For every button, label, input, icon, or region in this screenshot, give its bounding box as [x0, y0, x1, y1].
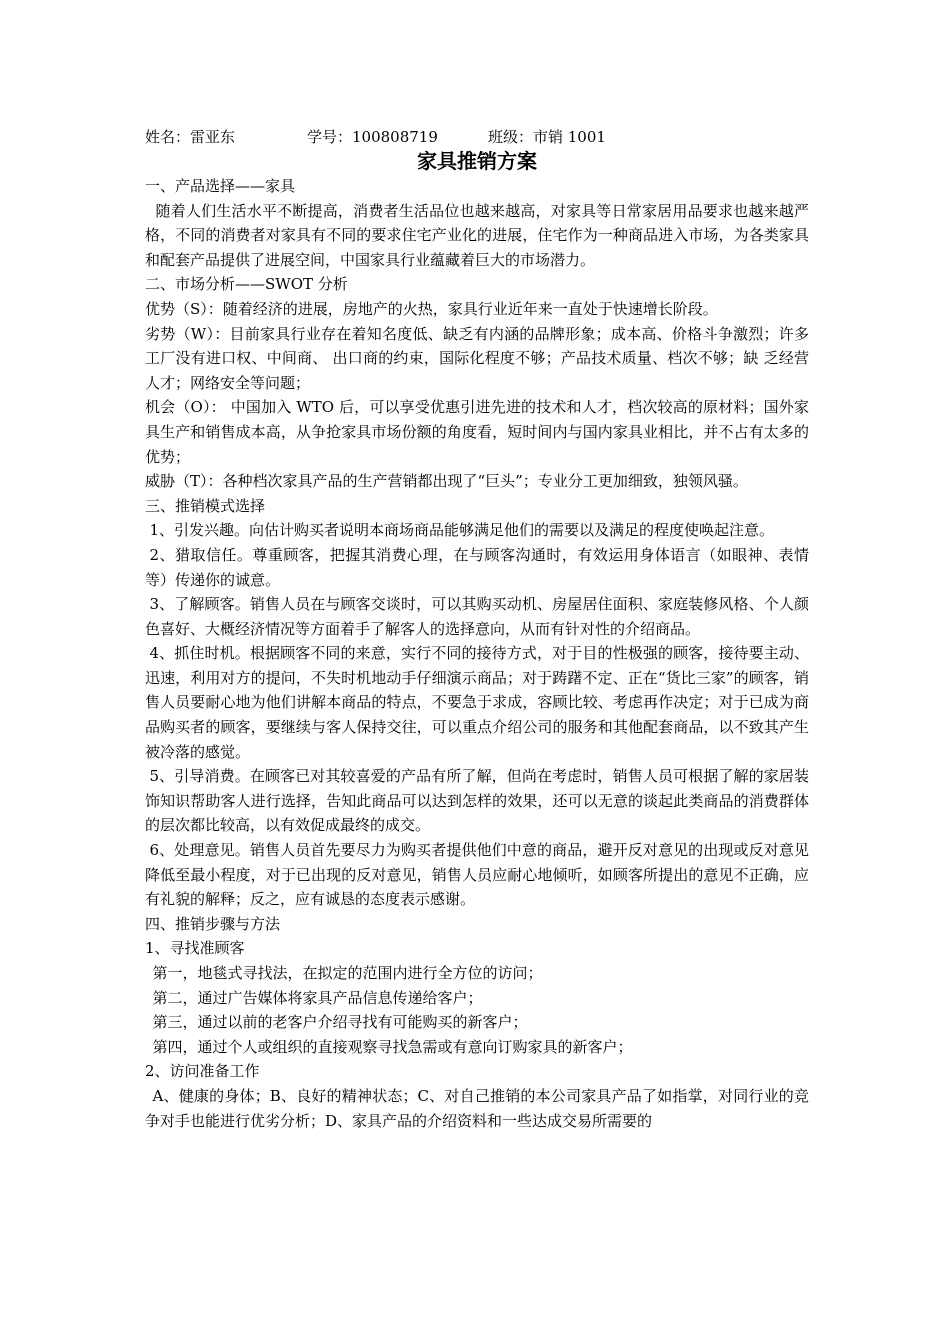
student-name: 姓名：雷亚东: [145, 128, 236, 146]
subheading-find-customers: 1、寻找准顾客: [145, 939, 245, 958]
paragraph-threat: 威胁（T）：各种档次家具产品的生产营销都出现了“巨头”；专业分工更加细致，独领风骚。: [145, 472, 748, 491]
list-item-fourth: 第四，通过个人或组织的直接观察寻找急需或有意向订购家具的新客户；: [152, 1037, 633, 1056]
list-item-objection: 6、处理意见。销售人员首先要尽力为购买者提供他们中意的商品，避开反对意见的出现或反对意见降低至最小程度，对于已出现的反对意见，销售人员应耐心地倾听，如顾客所提出的意见不正确，应有礼貌的解释；反之，应有诚恳的态度表示感谢。: [145, 841, 809, 909]
section-heading-market: 二、市场分析——SWOT 分析: [145, 275, 348, 294]
student-class: 班级：市销 1001: [488, 128, 606, 146]
student-info-line: [145, 126, 809, 148]
list-item-third: 第三，通过以前的老客户介绍寻找有可能购买的新客户；: [152, 1013, 528, 1032]
list-item-second: 第二，通过广告媒体将家具产品信息传递给客户；: [152, 988, 483, 1007]
list-item-trust: 2、猎取信任。尊重顾客，把握其消费心理，在与顾客沟通时，有效运用身体语言（如眼神、表情等）传递你的诚意。: [145, 545, 809, 589]
list-item-first: 第一，地毯式寻找法，在拟定的范围内进行全方位的访问；: [152, 964, 543, 982]
document-page: [145, 126, 809, 1133]
subheading-visit-prep: 2、访问准备工作: [145, 1062, 260, 1081]
paragraph-weakness: 劣势（W）：目前家具行业存在着知名度低、缺乏有内涵的品牌形象；成本高、价格斗争激烈；许多工厂没有进口权、中间商、 出口商的约束，国际化程度不够；产品技术质量、档次不够；缺 乏经营人才；网络安全等问题；: [145, 324, 809, 392]
section-heading-product: 一、产品选择——家具: [145, 177, 296, 195]
paragraph-strength: 优势（S）：随着经济的进展，房地产的火热，家具行业近年来一直处于快速增长阶段。: [145, 299, 718, 318]
document-title: 家具推销方案: [417, 149, 537, 173]
list-item-understand: 3、了解顾客。销售人员在与顾客交谈时，可以其购买动机、房屋居住面积、家庭装修风格、个人颜色喜好、大概经济情况等方面着手了解客人的选择意向，从而有针对性的介绍商品。: [145, 595, 809, 638]
paragraph-opportunity: 机会（O）： 中国加入 WTO 后，可以享受优惠引进先进的技术和人才，档次较高的原材料；国外家具生产和销售成本高，从争抢家具市场份额的角度看，短时间内与国内家具业相比，并不占有太多的优势；: [145, 398, 809, 466]
section-heading-mode: 三、推销模式选择: [145, 496, 266, 515]
list-item-interest: 1、引发兴趣。向估计购买者说明本商场商品能够满足他们的需要以及满足的程度使唤起注意。: [149, 521, 775, 540]
section-heading-steps: 四、推销步骤与方法: [145, 914, 281, 933]
list-item-timing: 4、抓住时机。根据顾客不同的来意，实行不同的接待方式，对于目的性极强的顾客，接待要主动、迅速，利用对方的提问，不失时机地动手仔细演示商品；对于踌躇不定、正在“货比三家”的顾客，销售人员要耐心地为他们讲解本商品的特点，不要急于求成，容顾比较、考虑再作决定；对于已成为商品购买者的顾客，要继续与客人保持交往，可以重点介绍公司的服务和其他配套商品，以不致其产生被冷落的感觉。: [145, 644, 809, 761]
list-item-guide: 5、引导消费。在顾客已对其较喜爱的产品有所了解，但尚在考虑时，销售人员可根据了解的家居装饰知识帮助客人进行选择，告知此商品可以达到怎样的效果，还可以无意的谈起此类商品的消费群体的层次都比较高，以有效促成最终的成交。: [145, 767, 809, 835]
student-id: 学号：100808719: [307, 128, 438, 146]
paragraph-product-intro: 随着人们生活水平不断提高，消费者生活品位也越来越高，对家具等日常家居用品要求也越来越严格，不同的消费者对家具有不同的要求住宅产业化的进展，住宅作为一种商品进入市场，为各类家具和配套产品提供了进展空间，中国家具行业蕴藏着巨大的市场潜力。: [145, 201, 809, 269]
paragraph-visit-prep: A、健康的身体；B、良好的精神状态；C、对自己推销的本公司家具产品了如指掌，对同行业的竞争对手也能进行优劣分析；D、家具产品的介绍资料和一些达成交易所需要的: [145, 1086, 809, 1130]
